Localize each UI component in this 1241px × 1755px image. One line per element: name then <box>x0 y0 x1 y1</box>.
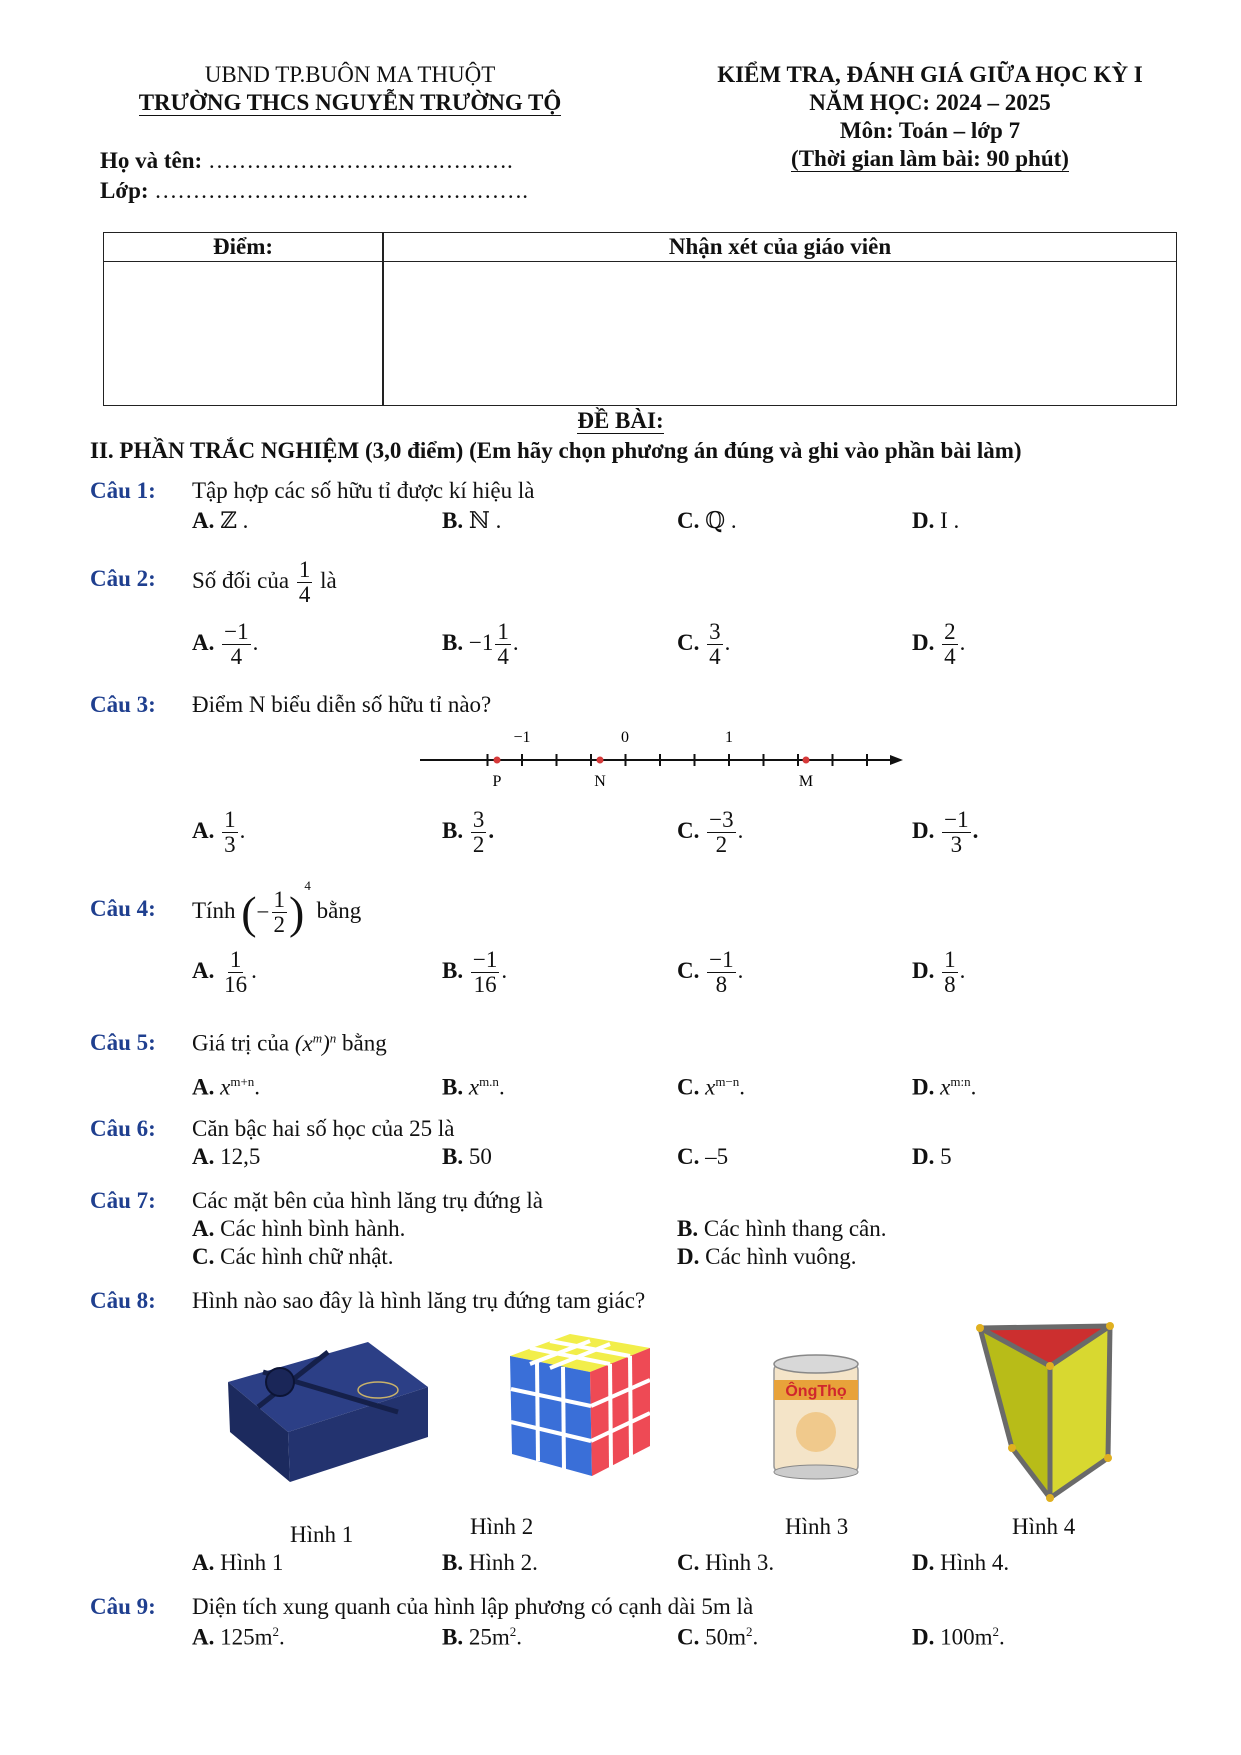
point-m-marker <box>803 757 810 764</box>
q9-a-sq: 2 <box>272 1624 280 1639</box>
q8-a-text: Hình 1 <box>220 1550 284 1575</box>
q3-c-den: 2 <box>715 832 728 858</box>
tick-label-0: 0 <box>621 729 629 746</box>
q2-frac-den: 4 <box>298 582 311 608</box>
q2-option-d[interactable]: D. $\frac{2}{4}$ . <box>912 619 966 670</box>
q9-a-text: 125m <box>220 1624 273 1650</box>
q5-d-exp: m:n <box>950 1074 971 1089</box>
q3-b-letter: B. <box>442 817 464 843</box>
q4-b-letter: B. <box>442 957 464 983</box>
part-heading: II. PHẦN TRẮC NGHIỆM (3,0 điểm) (Em hãy chọn phương án đúng và ghi vào phần bài làm) <box>90 438 1022 463</box>
q1-c-text: ℚ . <box>705 508 737 533</box>
q8-b-letter: B. <box>442 1550 464 1575</box>
q3-d-letter: D. <box>912 817 935 843</box>
question-4 <box>0 874 1241 944</box>
question-9-text: Diện tích xung quanh của hình lập phương có cạnh dài 5m là <box>192 1594 754 1619</box>
question-6-label: Câu 6: <box>90 1116 156 1141</box>
q3-option-a[interactable]: A. $\frac{1}{3}$ . <box>192 807 246 858</box>
q2-a-letter: A. <box>192 629 215 655</box>
q9-d-letter: D. <box>912 1624 935 1650</box>
q7-option-c[interactable] <box>192 1244 394 1270</box>
q2-b-den: 4 <box>497 644 509 670</box>
q3-option-c[interactable]: C. $\frac{-3}{2}$ . <box>677 807 744 858</box>
q1-b-letter: B. <box>442 508 464 533</box>
q4-exponent: 4 <box>304 878 311 893</box>
question-3-options <box>0 808 1241 868</box>
question-1-options <box>0 508 1241 548</box>
point-n-label: N <box>594 773 606 790</box>
q8-c-text: Hình 3. <box>705 1550 775 1575</box>
q4-option-c[interactable]: C. $\frac{-1}{8}$ . <box>677 947 744 998</box>
q7-d-letter: D. <box>677 1244 700 1269</box>
q4-base-den: 2 <box>273 912 286 938</box>
q2-a-num: −1 <box>224 619 249 644</box>
number-line-arrow <box>890 755 903 765</box>
tick-label-minus-1: −1 <box>513 729 531 746</box>
box-bow <box>266 1368 294 1396</box>
q5-expression: $(x^m)^n$ <box>294 1030 337 1056</box>
q7-option-d[interactable] <box>677 1244 857 1270</box>
q8-option-c[interactable] <box>677 1550 774 1576</box>
q1-a-text: ℤ . <box>220 508 249 533</box>
q4-b-frac <box>471 948 499 997</box>
q3-option-b[interactable]: B. $\frac{3}{2}$ . <box>442 807 495 858</box>
q4-base-frac <box>272 888 288 937</box>
q5-option-b[interactable]: B. $x^{m.n}$. <box>442 1074 505 1100</box>
q4-c-frac <box>707 948 735 997</box>
duration <box>680 146 1180 172</box>
q8-option-b[interactable] <box>442 1550 538 1576</box>
q6-c-letter: C. <box>677 1144 700 1169</box>
q7-a-text: Các hình bình hành. <box>220 1216 406 1241</box>
q1-option-c[interactable] <box>677 508 737 534</box>
q2-b-num: 1 <box>497 619 509 644</box>
q1-d-letter: D. <box>912 508 935 533</box>
q6-b-letter: B. <box>442 1144 464 1169</box>
q4-minus: − <box>256 899 270 925</box>
q2-frac-num: 1 <box>298 557 311 582</box>
question-8-label: Câu 8: <box>90 1288 156 1313</box>
q6-option-b[interactable] <box>442 1144 492 1170</box>
student-name-label: Họ và tên: <box>100 148 203 173</box>
q3-a-frac <box>222 808 238 857</box>
school-year: NĂM HỌC: 2024 – 2025 <box>809 90 1051 115</box>
q3-d-den: 3 <box>950 832 963 858</box>
question-6-options <box>0 1144 1241 1184</box>
q2-a-den: 4 <box>230 644 243 670</box>
q3-a-letter: A. <box>192 817 215 843</box>
school-name <box>110 90 590 116</box>
q2-c-den: 4 <box>709 644 721 670</box>
question-5-options <box>0 1074 1241 1114</box>
question-4-label: Câu 4: <box>90 896 156 921</box>
department-name: UBND TP.BUÔN MA THUỘT <box>204 62 496 87</box>
q9-a-letter: A. <box>192 1624 215 1650</box>
q1-option-d[interactable] <box>912 508 959 534</box>
q2-b-letter: B. <box>442 629 464 655</box>
q4-b-den: 16 <box>473 972 497 998</box>
question-9-options <box>0 1624 1241 1664</box>
school-name-text: TRƯỜNG THCS NGUYỄN TRƯỜNG TỘ <box>138 90 562 115</box>
question-8-text: Hình nào sao đây là hình lăng trụ đứng tam giác? <box>192 1288 646 1313</box>
q4-option-d[interactable]: D. $\frac{1}{8}$ . <box>912 947 966 998</box>
q2-a-frac <box>222 620 250 669</box>
q4-d-den: 8 <box>944 972 956 998</box>
q4-b-num: −1 <box>472 947 498 972</box>
question-5 <box>0 1030 1241 1070</box>
q9-d-sq: 2 <box>992 1624 1000 1639</box>
q2-d-frac <box>942 620 958 669</box>
q1-a-letter: A. <box>192 508 215 533</box>
q3-b-frac <box>471 808 487 857</box>
q4-close-paren: ) <box>289 887 305 939</box>
q4-open-paren: ( <box>241 887 257 939</box>
q2-b-frac <box>495 620 511 669</box>
figure-1-caption: Hình 1 <box>290 1522 354 1547</box>
question-4-options <box>0 948 1241 1008</box>
q9-b-sq: 2 <box>509 1624 517 1639</box>
q5-option-a[interactable]: A. $x^{m+n}$. <box>192 1074 261 1100</box>
q9-c-text: 50m <box>705 1624 747 1650</box>
point-p-label: P <box>492 773 502 790</box>
q9-c-sq: 2 <box>746 1624 753 1639</box>
q7-option-b[interactable] <box>677 1216 887 1242</box>
can-bottom <box>774 1465 858 1479</box>
q2-d-num: 2 <box>944 619 956 644</box>
question-5-text <box>192 1030 387 1057</box>
q4-a-frac <box>222 948 249 997</box>
student-name-line <box>100 148 513 174</box>
q6-option-a[interactable] <box>192 1144 260 1170</box>
section-title <box>0 408 1241 434</box>
number-line <box>415 722 905 792</box>
question-1-text: Tập hợp các số hữu tỉ được kí hiệu là <box>192 478 535 503</box>
question-2-text <box>192 558 337 607</box>
q2-c-letter: C. <box>677 629 700 655</box>
class-dots: …………………………………………. <box>154 178 529 203</box>
grade-table <box>103 232 1177 406</box>
q8-d-letter: D. <box>912 1550 935 1575</box>
q3-a-den: 3 <box>224 832 236 858</box>
q6-option-d[interactable] <box>912 1144 952 1170</box>
point-p-marker <box>494 757 501 764</box>
q2-option-a[interactable]: A. $\frac{-1}{4}$ . <box>192 619 259 670</box>
q3-c-num: −3 <box>709 807 734 832</box>
q8-d-text: Hình 4. <box>940 1550 1010 1575</box>
q1-option-b[interactable] <box>442 508 501 534</box>
q5-option-d[interactable]: D. $x^{m:n}$. <box>912 1074 977 1100</box>
question-8-options <box>0 1550 1241 1590</box>
q6-a-text: 12,5 <box>220 1144 261 1169</box>
q6-b-text: 50 <box>468 1144 492 1169</box>
q2-d-den: 4 <box>944 644 956 670</box>
q4-text-pre: Tính <box>192 898 236 923</box>
q7-option-a[interactable] <box>192 1216 405 1242</box>
question-5-label: Câu 5: <box>90 1030 156 1055</box>
question-3-text: Điểm N biểu diễn số hữu tỉ nào? <box>192 692 492 717</box>
class-label: Lớp: <box>100 178 149 203</box>
q7-b-text: Các hình thang cân. <box>703 1216 887 1241</box>
q4-text-post: bằng <box>316 898 362 923</box>
cube-left <box>510 1356 592 1476</box>
figure-1-gift-box <box>218 1332 438 1492</box>
q9-b-letter: B. <box>442 1624 464 1650</box>
q5-b-exp: m.n <box>479 1074 499 1089</box>
q2-d-letter: D. <box>912 629 935 655</box>
q4-option-b[interactable]: B. $\frac{-1}{16}$ . <box>442 947 508 998</box>
q4-c-num: −1 <box>709 947 734 972</box>
q5-c-letter: C. <box>677 1074 700 1100</box>
q9-b-text: 25m <box>468 1624 510 1650</box>
q2-c-num: 3 <box>709 619 721 644</box>
q6-a-letter: A. <box>192 1144 215 1169</box>
q6-c-text: –5 <box>705 1144 729 1169</box>
q4-d-num: 1 <box>944 947 956 972</box>
question-2-options <box>0 620 1241 680</box>
q9-option-c[interactable]: C. $50m^2$. <box>677 1624 759 1650</box>
q3-c-letter: C. <box>677 817 700 843</box>
q1-b-text: ℕ . <box>468 508 502 533</box>
question-6-text: Căn bậc hai số học của 25 là <box>192 1116 455 1141</box>
q3-c-frac <box>707 808 735 857</box>
q1-option-a[interactable] <box>192 508 248 534</box>
q8-b-text: Hình 2. <box>468 1550 538 1575</box>
q4-d-letter: D. <box>912 957 935 983</box>
figure-4-triangular-prism <box>970 1318 1120 1508</box>
q9-option-d[interactable]: D. $100m^2$. <box>912 1624 1005 1650</box>
score-label: Điểm: <box>212 234 274 259</box>
question-7-text: Các mặt bên của hình lăng trụ đứng là <box>192 1188 543 1213</box>
q1-c-letter: C. <box>677 508 700 533</box>
question-7-options-row2 <box>0 1244 1241 1284</box>
q4-d-frac <box>942 948 958 997</box>
question-2 <box>0 558 1241 618</box>
q7-c-text: Các hình chữ nhật. <box>220 1244 394 1269</box>
q4-c-letter: C. <box>677 957 700 983</box>
q3-d-frac <box>942 808 970 857</box>
q8-a-letter: A. <box>192 1550 215 1575</box>
q6-d-letter: D. <box>912 1144 935 1169</box>
q9-c-letter: C. <box>677 1624 700 1650</box>
duration-text: (Thời gian làm bài: 90 phút) <box>791 146 1069 171</box>
can-illustration <box>796 1412 836 1452</box>
q4-option-a[interactable]: A. $\frac{1}{16}$ . <box>192 947 257 998</box>
q7-a-letter: A. <box>192 1216 215 1241</box>
q3-a-num: 1 <box>224 807 236 832</box>
question-1-label: Câu 1: <box>90 478 156 503</box>
q2-c-frac <box>707 620 723 669</box>
q9-option-a[interactable]: A. $125m^2$. <box>192 1624 285 1650</box>
figure-3-milk-can <box>766 1352 866 1482</box>
q9-option-b[interactable]: B. $25m^2$. <box>442 1624 522 1650</box>
q4-a-letter: A. <box>192 957 215 983</box>
q5-a-letter: A. <box>192 1074 215 1100</box>
section-title-text: ĐỀ BÀI: <box>577 408 664 433</box>
subject: Môn: Toán – lớp 7 <box>839 118 1021 143</box>
can-brand-text: ÔngThọ <box>785 1383 847 1400</box>
q5-text-post: bằng <box>342 1030 387 1056</box>
q5-b-letter: B. <box>442 1074 464 1100</box>
figure-2-rubik-cube <box>500 1326 660 1486</box>
q3-b-num: 3 <box>472 807 485 832</box>
q7-c-letter: C. <box>192 1244 215 1269</box>
question-3-label: Câu 3: <box>90 692 156 717</box>
can-lid <box>774 1355 858 1373</box>
q4-a-num: 1 <box>229 947 242 972</box>
point-n-marker <box>597 757 604 764</box>
figure-4-caption: Hình 4 <box>1012 1514 1076 1539</box>
q3-b-den: 2 <box>472 832 485 858</box>
question-9-label: Câu 9: <box>90 1594 156 1619</box>
q9-d-text: 100m <box>940 1624 993 1650</box>
q3-option-d[interactable]: D. $\frac{-1}{3}$ . <box>912 807 979 858</box>
question-4-text <box>192 878 361 939</box>
q2-option-b[interactable]: B. −1 $\frac{1}{4}$ . <box>442 619 519 670</box>
q5-text-pre: Giá trị của <box>192 1030 290 1056</box>
q4-base-num: 1 <box>273 887 286 913</box>
student-name-dots: …………………………………. <box>207 148 513 173</box>
q7-b-letter: B. <box>677 1216 699 1241</box>
tick-label-1: 1 <box>725 729 733 746</box>
q8-c-letter: C. <box>677 1550 700 1575</box>
exam-title: KIỂM TRA, ĐÁNH GIÁ GIỮA HỌC KỲ I <box>717 62 1143 87</box>
q5-d-letter: D. <box>912 1074 935 1100</box>
q3-d-num: −1 <box>944 807 969 832</box>
q8-option-d[interactable] <box>912 1550 1009 1576</box>
q4-a-den: 16 <box>224 972 248 998</box>
q4-c-den: 8 <box>715 972 728 998</box>
point-m-label: M <box>798 773 814 790</box>
q2-b-whole: −1 <box>468 629 494 655</box>
figure-3-caption: Hình 3 <box>785 1514 849 1539</box>
q2-fraction <box>297 558 313 607</box>
q8-option-a[interactable] <box>192 1550 283 1576</box>
q7-d-text: Các hình vuông. <box>705 1244 857 1269</box>
figure-2-caption: Hình 2 <box>470 1514 534 1539</box>
q5-option-c[interactable]: C. $x^{m-n}$. <box>677 1074 746 1100</box>
q5-c-exp: m−n <box>715 1074 740 1089</box>
q2-option-c[interactable]: C. $\frac{3}{4}$ . <box>677 619 731 670</box>
q6-d-text: 5 <box>940 1144 952 1169</box>
q2-text-post: là <box>320 567 337 593</box>
teacher-comment-label: Nhận xét của giáo viên <box>668 234 892 259</box>
q1-d-text: I . <box>940 508 960 533</box>
q6-option-c[interactable] <box>677 1144 728 1170</box>
class-line <box>100 178 528 204</box>
question-7-label: Câu 7: <box>90 1188 156 1213</box>
q5-a-exp: m+n <box>230 1074 255 1089</box>
question-2-label: Câu 2: <box>90 566 156 591</box>
q2-text-pre: Số đối của <box>192 567 290 593</box>
